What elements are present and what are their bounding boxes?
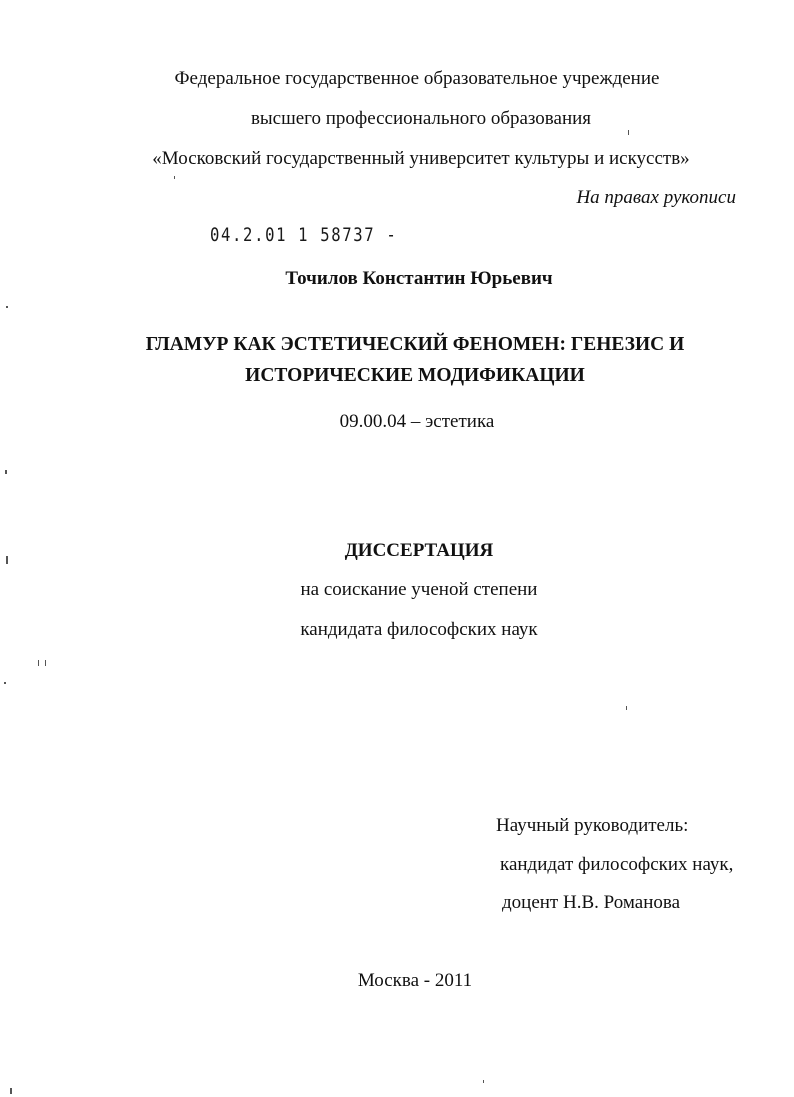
institution-line-1: Федеральное государственное образовательное учреждение (174, 68, 660, 89)
scan-speck (45, 660, 46, 666)
supervisor-degree: кандидат философских наук, (500, 854, 734, 875)
title-line-1: ГЛАМУР КАК ЭСТЕТИЧЕСКИЙ ФЕНОМЕН: ГЕНЕЗИС И (145, 334, 685, 355)
dissertation-title (18, 329, 794, 391)
scan-speck (626, 706, 627, 710)
degree-line-1: на соискание ученой степени (300, 579, 538, 600)
scan-speck (5, 470, 7, 474)
title-line-2: ИСТОРИЧЕСКИЕ МОДИФИКАЦИИ (245, 365, 585, 386)
author-name: Точилов Константин Юрьевич (285, 268, 553, 289)
institution-line-2: высшего профессионального образования (250, 108, 592, 129)
scan-speck (38, 660, 39, 666)
scan-speck (174, 176, 175, 179)
degree-line-2: кандидата философских наук (300, 619, 538, 640)
registration-stamp: 04.2.01 1 58737 - (210, 224, 398, 246)
scan-speck (6, 556, 8, 564)
supervisor-label: Научный руководитель: (496, 815, 689, 836)
scan-speck (483, 1080, 484, 1083)
city-year: Москва - 2011 (357, 970, 473, 991)
supervisor-name: доцент Н.В. Романова (502, 892, 681, 913)
scan-speck (628, 130, 629, 135)
scan-speck (10, 1088, 12, 1094)
scan-speck (4, 682, 6, 684)
manuscript-note: На правах рукописи (576, 187, 736, 208)
institution-line-3: «Московский государственный университет культуры и искусств» (152, 148, 690, 169)
scan-speck (6, 306, 8, 308)
specialty-code: 09.00.04 – эстетика (339, 411, 495, 432)
work-kind: ДИССЕРТАЦИЯ (344, 540, 494, 561)
